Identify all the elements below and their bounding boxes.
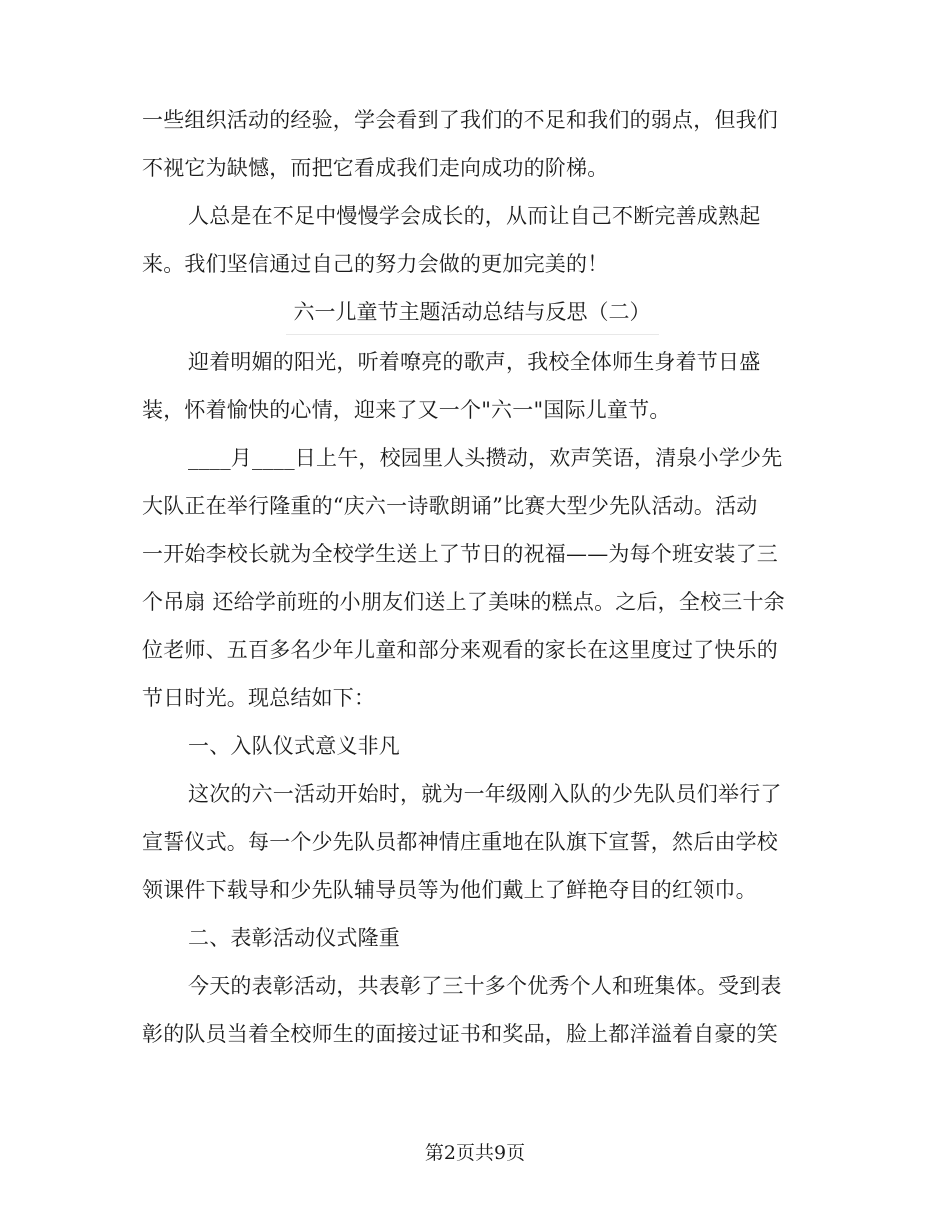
text-line: 位老师、五百多名少年儿童和部分来观看的家长在这里度过了快乐的 (142, 638, 778, 662)
text-line: 不视它为缺憾，而把它看成我们走向成功的阶梯。 (142, 156, 609, 180)
page-number: 第2页共9页 (424, 1142, 526, 1164)
text-line: ____月____日上午，校园里人头攒动，欢声笑语，清泉小学少先 (188, 446, 783, 470)
text-line: 节日时光。现总结如下： (142, 686, 376, 710)
text-line: 个吊扇 还给学前班的小朋友们送上了美味的糕点。之后，全校三十余 (142, 590, 785, 614)
section-title-text: 六一儿童节主题活动总结与反思（二） (286, 290, 659, 335)
text-line: 装，怀着愉快的心情，迎来了又一个"六一"国际儿童节。 (142, 398, 671, 422)
section-title (142, 288, 802, 338)
text-line: 一开始李校长就为全校学生送上了节日的祝福——为每个班安装了三 (142, 542, 778, 566)
text-line: 人总是在不足中慢慢学会成长的，从而让自己不断完善成熟起 (188, 204, 761, 228)
text-line: 宣誓仪式。每一个少先队员都神情庄重地在队旗下宣誓，然后由学校 (142, 830, 778, 854)
text-line: 大队正在举行隆重的“庆六一诗歌朗诵”比赛大型少先队活动。活动 (142, 494, 758, 518)
text-line: 这次的六一活动开始时，就为一年级刚入队的少先队员们举行了 (188, 782, 782, 806)
text-line: 今天的表彰活动，共表彰了三十多个优秀个人和班集体。受到表 (188, 974, 782, 998)
text-line: 来。我们坚信通过自己的努力会做的更加完美的！ (142, 252, 609, 276)
document-body (142, 96, 802, 1058)
text-line: 领课件下载导和少先队辅导员等为他们戴上了鲜艳夺目的红领巾。 (142, 878, 757, 902)
text-line: 迎着明媚的阳光，听着嘹亮的歌声，我校全体师生身着节日盛 (188, 350, 761, 374)
subheading: 二、表彰活动仪式隆重 (188, 926, 400, 950)
subheading: 一、入队仪式意义非凡 (188, 734, 400, 758)
text-line: 彰的队员当着全校师生的面接过证书和奖品，脸上都洋溢着自豪的笑 (142, 1022, 778, 1046)
text-line: 一些组织活动的经验，学会看到了我们的不足和我们的弱点，但我们 (142, 108, 778, 132)
